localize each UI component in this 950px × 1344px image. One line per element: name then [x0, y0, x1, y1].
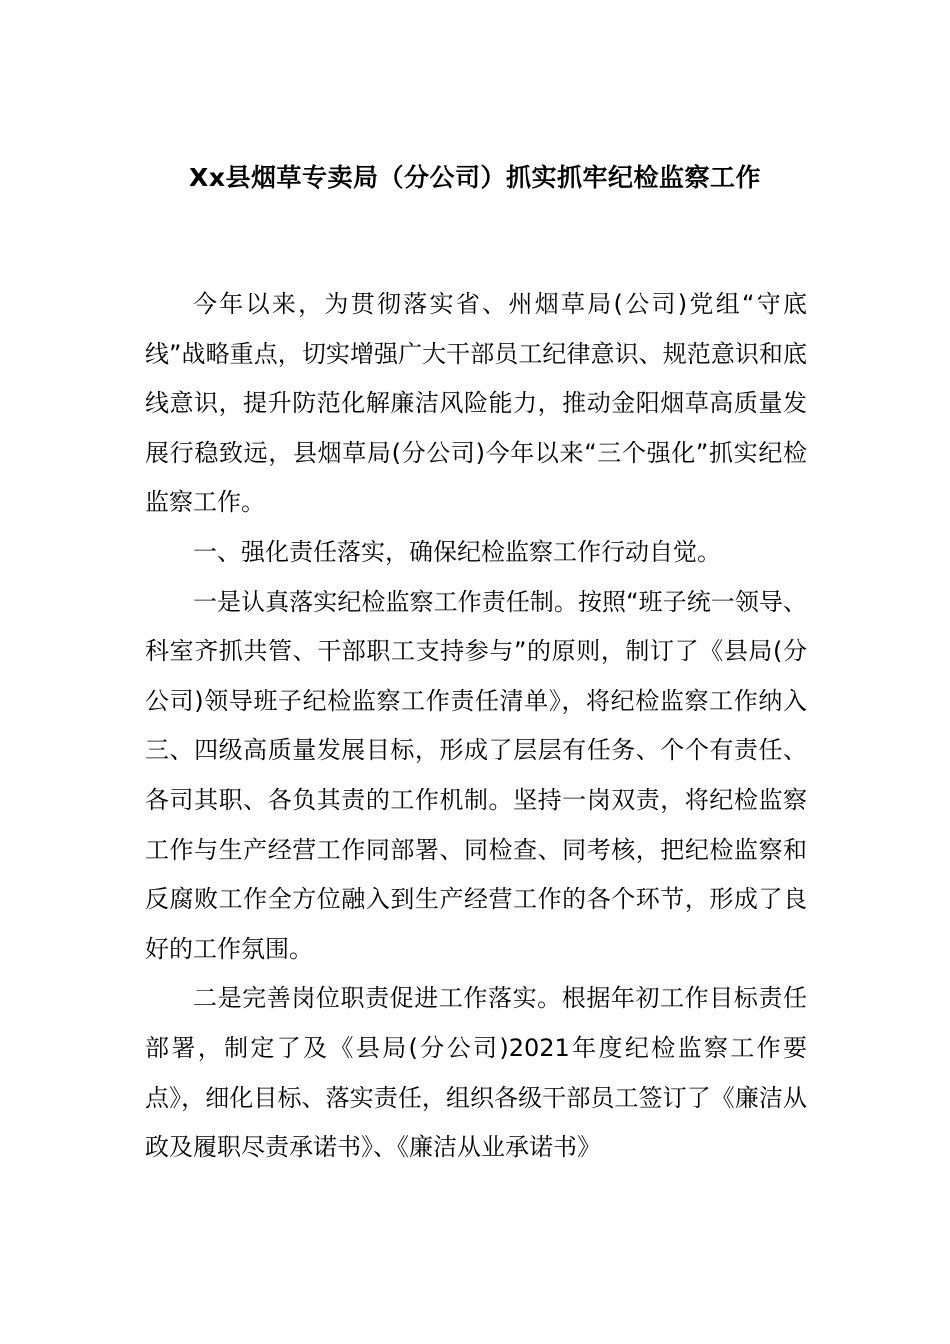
- paragraph-point-one: 一是认真落实纪检监察工作责任制。按照“班子统一领导、科室齐抓共管、干部职工支持参与”的原则，制订了《县局(分公司)领导班子纪检监察工作责任清单》，将纪检监察工作纳入三、四级高质量发展目标，形成了层层有任务、个个有责任、各司其职、各负其责的工作机制。坚持一岗双责，将纪检监察工作与生产经营工作同部署、同检查、同考核，把纪检监察和反腐败工作全方位融入到生产经营工作的各个环节，形成了良好的工作氛围。: [145, 587, 807, 963]
- paragraph-section-heading: 一、强化责任落实，确保纪检监察工作行动自觉。: [193, 537, 721, 566]
- document-title: Xx县烟草专卖局（分公司）抓实抓牢纪检监察工作: [189, 163, 761, 192]
- paragraph-intro: 今年以来，为贯彻落实省、州烟草局(公司)党组“守底线”战略重点，切实增强广大干部员工纪律意识、规范意识和底线意识，提升防范化解廉洁风险能力，推动金阳烟草高质量发展行稳致远，县烟草局(分公司)今年以来“三个强化”抓实纪检监察工作。: [145, 290, 807, 517]
- paragraph-point-two: 二是完善岗位职责促进工作落实。根据年初工作目标责任部署，制定了及《县局(分公司)2021年度纪检监察工作要点》，细化目标、落实责任，组织各级干部员工签订了《廉洁从政及履职尽责承诺书》、《廉洁从业承诺书》: [145, 984, 807, 1162]
- document-body: [145, 280, 807, 1173]
